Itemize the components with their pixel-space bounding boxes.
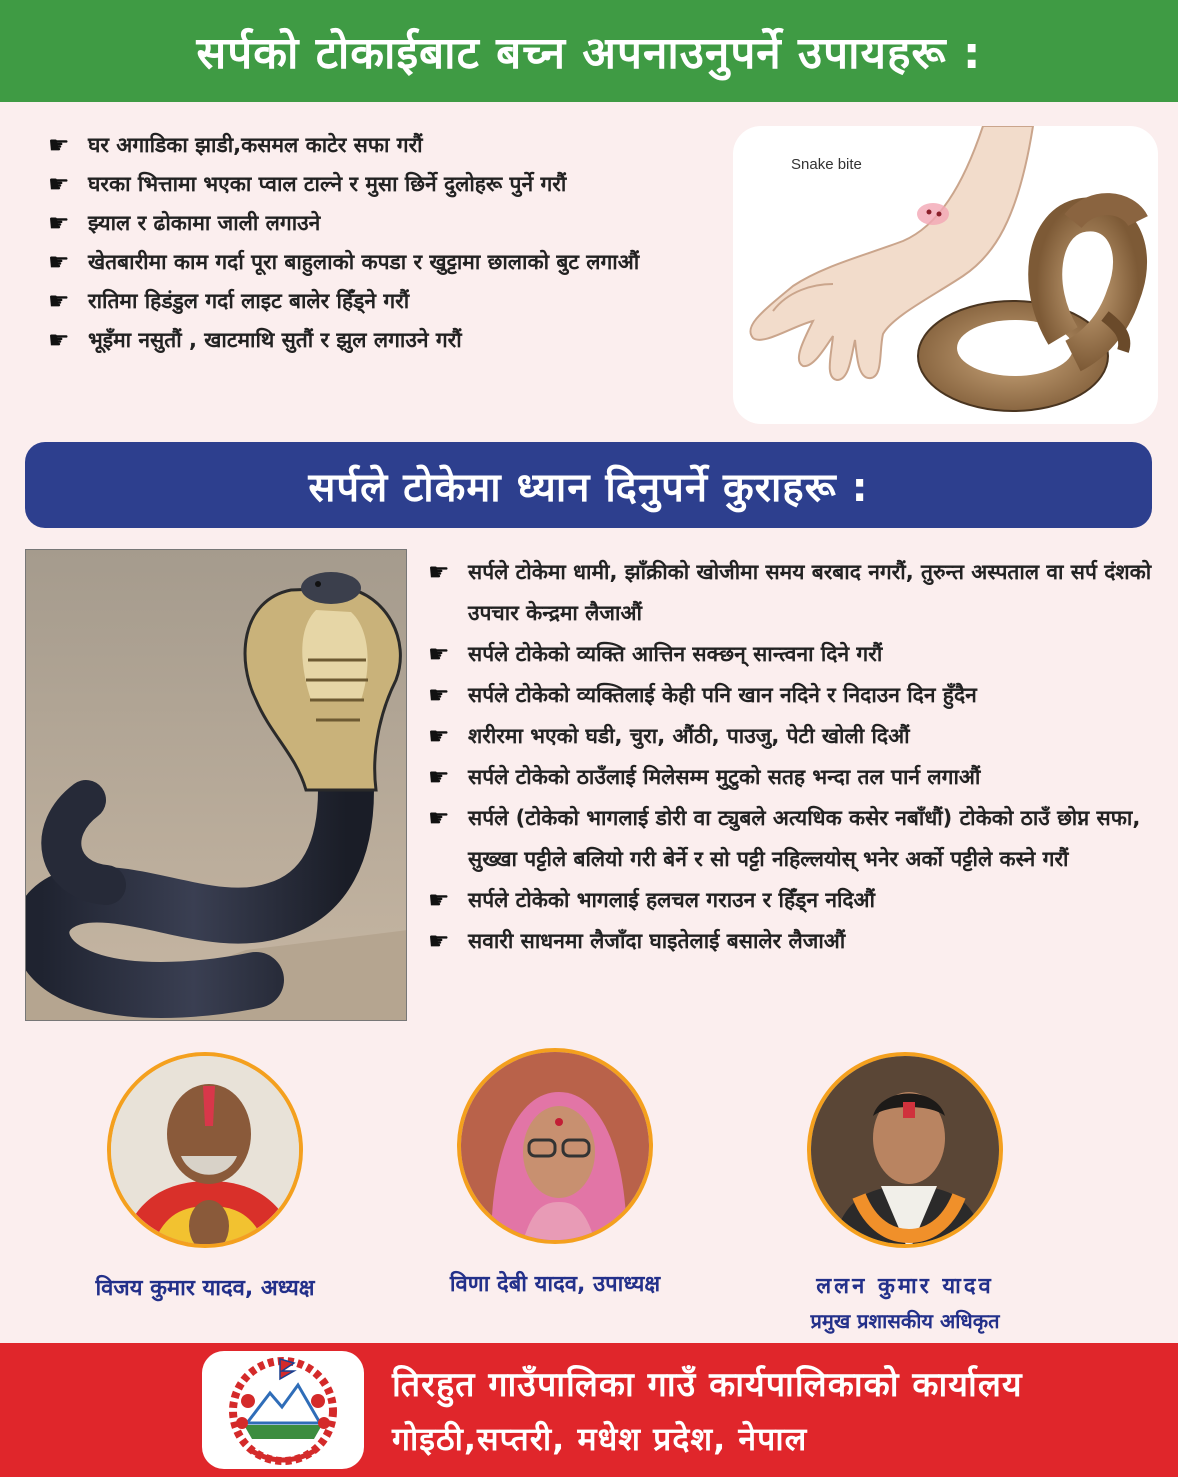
cobra-photo: [25, 549, 407, 1021]
pointing-hand-icon: ☛: [428, 886, 450, 914]
official-chief-administrative-officer: [770, 1052, 1040, 1338]
list-item: ☛ घर अगाडिका झाडी,कसमल काटेर सफा गरौं: [48, 126, 728, 165]
pointing-hand-icon: ☛: [428, 722, 450, 750]
office-address: [392, 1357, 1023, 1465]
pointing-hand-icon: ☛: [48, 326, 70, 354]
prevention-title: सर्पको टोकाईबाट बच्न अपनाउनुपर्ने उपायहरू :: [196, 28, 982, 79]
list-item: ☛ रातिमा हिडंडुल गर्दा लाइट बालेर हिँड्ने गरौं: [48, 282, 728, 321]
pointing-hand-icon: ☛: [428, 681, 450, 709]
footer-banner: [0, 1343, 1178, 1477]
pointing-hand-icon: ☛: [48, 170, 70, 198]
avatar: [107, 1052, 303, 1248]
pointing-hand-icon: ☛: [48, 131, 70, 159]
care-title: सर्पले टोकेमा ध्यान दिनुपर्ने कुराहरू :: [308, 464, 869, 511]
list-item: ☛ सर्पले टोकेको भागलाई हलचल गराउन र हिँड्न नदिऔं: [428, 880, 1158, 921]
prevention-header-banner: [0, 0, 1178, 102]
pointing-hand-icon: ☛: [428, 927, 450, 955]
list-item: ☛ घरका भित्तामा भएका प्वाल टाल्ने र मुसा छिर्ने दुलोहरू पुर्ने गरौं: [48, 165, 728, 204]
nepal-emblem-icon: [202, 1351, 364, 1469]
care-list: [428, 552, 1158, 962]
pointing-hand-icon: ☛: [428, 558, 450, 586]
pointing-hand-icon: ☛: [48, 287, 70, 315]
official-name-label: ललन कुमार यादव प्रमुख प्रशासकीय अधिकृत: [810, 1274, 1000, 1333]
snake-bite-illustration: [733, 126, 1158, 424]
officials-section: [0, 1050, 1178, 1340]
prevention-list: [48, 126, 728, 360]
municipality-logo: [202, 1351, 364, 1469]
list-item: ☛ सर्पले टोकेको व्यक्तिलाई केही पनि खान नदिने र निदाउन दिन हुँदैन: [428, 675, 1158, 716]
illustration-label: Snake bite: [791, 156, 862, 173]
official-name-label: विणा देबी यादव, उपाध्यक्ष: [449, 1272, 661, 1297]
official-name-label: विजय कुमार यादव, अध्यक्ष: [95, 1276, 315, 1301]
office-location: गोइठी,सप्तरी, मधेश प्रदेश, नेपाल: [392, 1420, 808, 1458]
list-item: ☛ शरीरमा भएको घडी, चुरा, औंठी, पाउजु, पेटी खोली दिऔं: [428, 716, 1158, 757]
avatar: [457, 1048, 653, 1244]
list-item: ☛ सवारी साधनमा लैजाँदा घाइतेलाई बसालेर लैजाऔं: [428, 921, 1158, 962]
list-item: ☛ सर्पले टोकेको व्यक्ति आत्तिन सक्छन् सान्त्वना दिने गरौं: [428, 634, 1158, 675]
list-item: ☛ भूइँमा नसुतौं , खाटमाथि सुतौं र झुल लगाउने गरौं: [48, 321, 728, 360]
pointing-hand-icon: ☛: [48, 248, 70, 276]
pointing-hand-icon: ☛: [48, 209, 70, 237]
care-header-banner: [25, 442, 1152, 528]
list-item: ☛ सर्पले टोकेको ठाउँलाई मिलेसम्म मुटुको सतह भन्दा तल पार्न लगाऔं: [428, 757, 1158, 798]
official-chairperson: [70, 1052, 340, 1302]
avatar: [807, 1052, 1003, 1248]
office-name: तिरहुत गाउँपालिका गाउँ कार्यपालिकाको कार्यालय: [392, 1365, 1023, 1405]
pointing-hand-icon: ☛: [428, 804, 450, 832]
cobra-image: [26, 550, 407, 1021]
pointing-hand-icon: ☛: [428, 763, 450, 791]
list-item: ☛ सर्पले टोकेमा धामी, झाँक्रीको खोजीमा समय बरबाद नगरौं, तुरुन्त अस्पताल वा सर्प दंशको उपचार केन्द्रमा लैजाऔं: [428, 552, 1158, 634]
list-item: ☛ झ्याल र ढोकामा जाली लगाउने: [48, 204, 728, 243]
pointing-hand-icon: ☛: [428, 640, 450, 668]
list-item: ☛ सर्पले (टोकेको भागलाई डोरी वा ट्युबले अत्यधिक कसेर नबाँधौं) टोकेको ठाउँ छोप्न सफा, सुख्खा पट्टीले बलियो गरी बेर्ने र सो पट्टी नहिल्लयोस् भनेर अर्को पट्टीले कस्ने गरौं: [428, 798, 1158, 880]
list-item: ☛ खेतबारीमा काम गर्दा पूरा बाहुलाको कपडा र खुट्टामा छालाको बुट लगाऔं: [48, 243, 708, 282]
official-vice-chairperson: [420, 1048, 690, 1298]
